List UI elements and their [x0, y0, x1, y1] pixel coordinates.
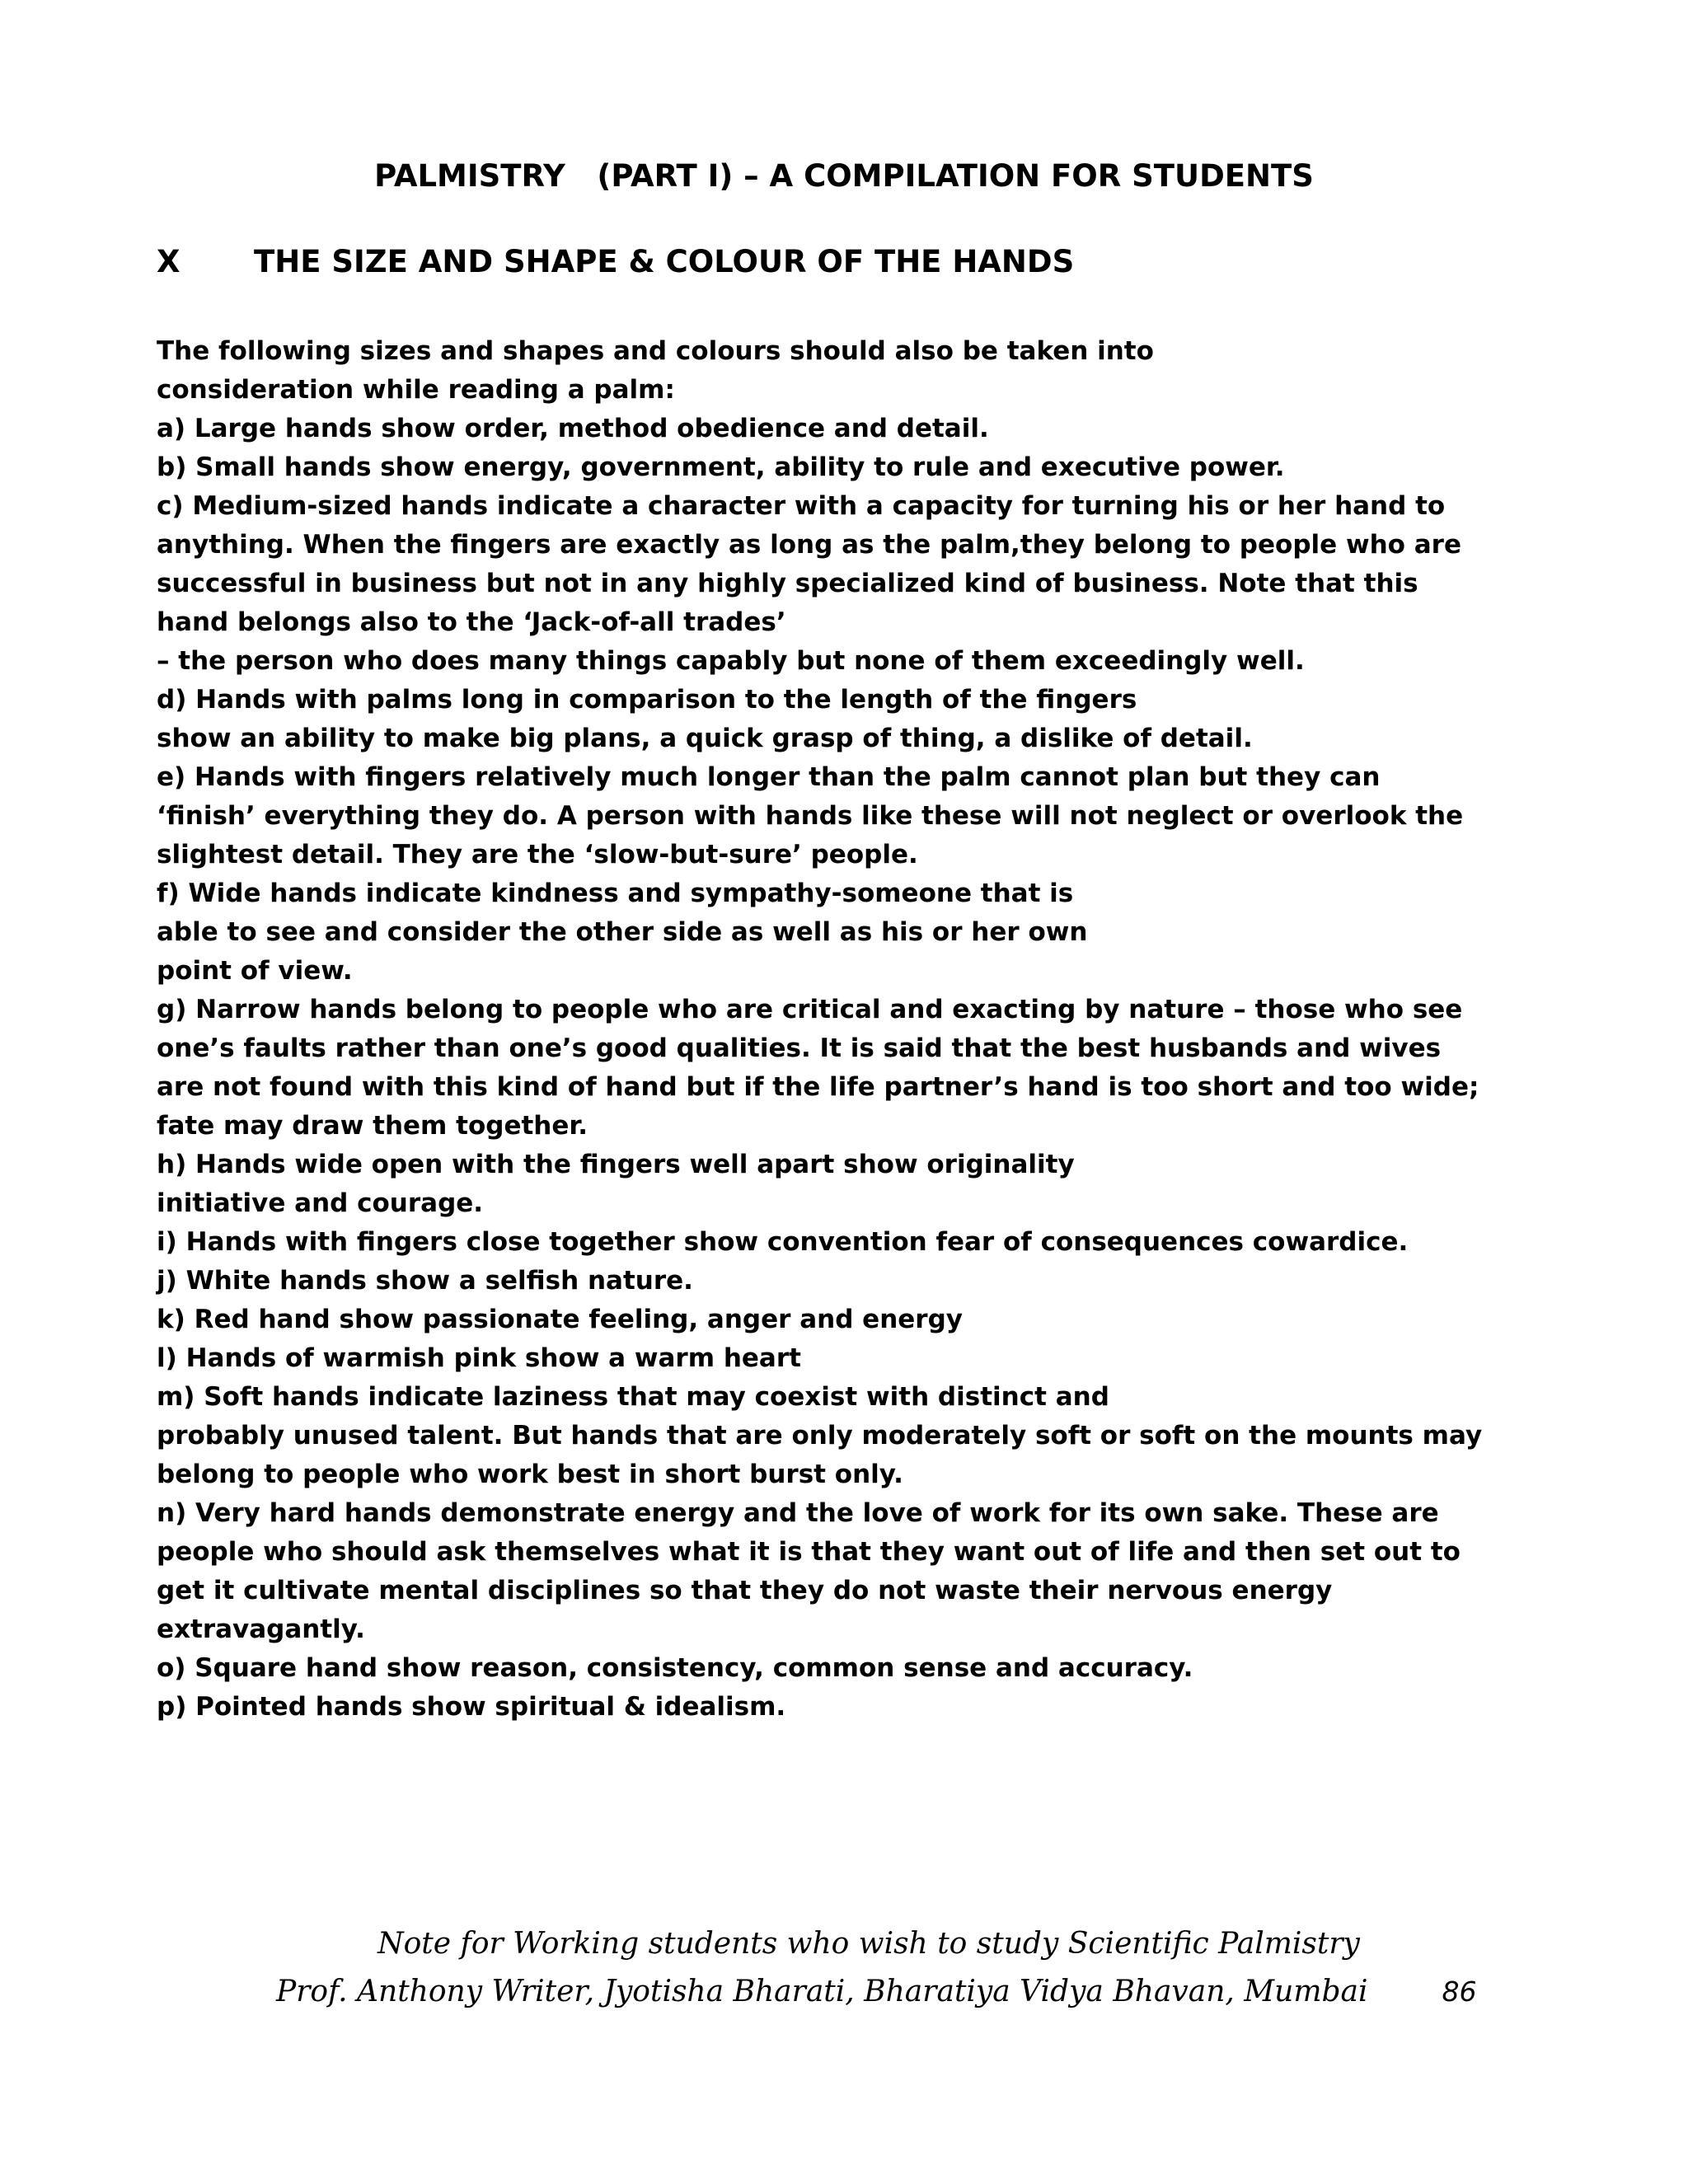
body-line: slightest detail. They are the ‘slow-but-sure’ people. [157, 840, 918, 869]
body-line: point of view. [157, 956, 353, 986]
body-line: anything. When the fingers are exactly as long as the palm,they belong to people who are [157, 530, 1461, 560]
page-number: 86 [1442, 1975, 1477, 2008]
body-line: consideration while reading a palm: [157, 375, 675, 405]
body-line: fate may draw them together. [157, 1111, 588, 1141]
body-line: e) Hands with fingers relatively much longer than the palm cannot plan but they can [157, 762, 1381, 792]
body-line: show an ability to make big plans, a quick grasp of thing, a dislike of detail. [157, 724, 1253, 753]
body-line: extravagantly. [157, 1615, 365, 1644]
footer-author: Prof. Anthony Writer, Jyotisha Bharati, Bharatiya Vidya Bhavan, Mumbai [276, 1975, 1368, 2008]
body-line: i) Hands with fingers close together show convention fear of consequences cowardice. [157, 1227, 1409, 1257]
page-title: PALMISTRY (PART I) – A COMPILATION FOR STUDENTS [374, 158, 1314, 194]
body-line: m) Soft hands indicate laziness that may coexist with distinct and [157, 1382, 1109, 1412]
body-line: initiative and courage. [157, 1188, 484, 1218]
body-line: d) Hands with palms long in comparison to the length of the fingers [157, 685, 1137, 715]
body-line: k) Red hand show passionate feeling, anger and energy [157, 1305, 963, 1334]
body-line: – the person who does many things capably but none of them exceedingly well. [157, 646, 1305, 676]
body-line: ‘finish’ everything they do. A person with hands like these will not neglect or overlook the [157, 801, 1464, 831]
body-line: o) Square hand show reason, consistency, common sense and accuracy. [157, 1653, 1193, 1683]
body-line: p) Pointed hands show spiritual & idealism. [157, 1692, 786, 1722]
body-line: j) White hands show a selfish nature. [157, 1266, 693, 1296]
section-title: THE SIZE AND SHAPE & COLOUR OF THE HANDS [254, 244, 1075, 279]
section-heading [157, 244, 1074, 279]
body-line: people who should ask themselves what it is that they want out of life and then set out to [157, 1537, 1461, 1567]
section-number: X [157, 244, 181, 279]
footer-note: Note for Working students who wish to study Scientific Palmistry [377, 1927, 1360, 1961]
body-line: l) Hands of warmish pink show a warm heart [157, 1343, 801, 1373]
footer-attribution [0, 1968, 1688, 2016]
body-line: n) Very hard hands demonstrate energy and the love of work for its own sake. These are [157, 1498, 1439, 1528]
body-line: probably unused talent. But hands that are only moderately soft or soft on the mounts may [157, 1421, 1483, 1451]
body-line: b) Small hands show energy, government, ability to rule and executive power. [157, 452, 1285, 482]
body-text [157, 332, 1550, 1727]
body-line: g) Narrow hands belong to people who are critical and exacting by nature – those who see [157, 995, 1463, 1024]
body-line: get it cultivate mental disciplines so that they do not waste their nervous energy [157, 1576, 1333, 1605]
page-footer [0, 1920, 1688, 2016]
body-line: able to see and consider the other side as well as his or her own [157, 917, 1088, 947]
body-line: are not found with this kind of hand but if the life partner’s hand is too short and too wide; [157, 1072, 1479, 1102]
body-line: belong to people who work best in short burst only. [157, 1460, 903, 1489]
body-line: successful in business but not in any highly specialized kind of business. Note that this [157, 569, 1418, 598]
body-line: f) Wide hands indicate kindness and sympathy-someone that is [157, 879, 1074, 908]
body-line: hand belongs also to the ‘Jack-of-all trades’ [157, 607, 786, 637]
body-line: c) Medium-sized hands indicate a character with a capacity for turning his or her hand to [157, 491, 1446, 521]
body-line: The following sizes and shapes and colours should also be taken into [157, 336, 1154, 366]
body-line: h) Hands wide open with the fingers well apart show originality [157, 1150, 1075, 1179]
body-line: a) Large hands show order, method obedience and detail. [157, 414, 989, 443]
body-line: one’s faults rather than one’s good qualities. It is said that the best husbands and wives [157, 1033, 1442, 1063]
